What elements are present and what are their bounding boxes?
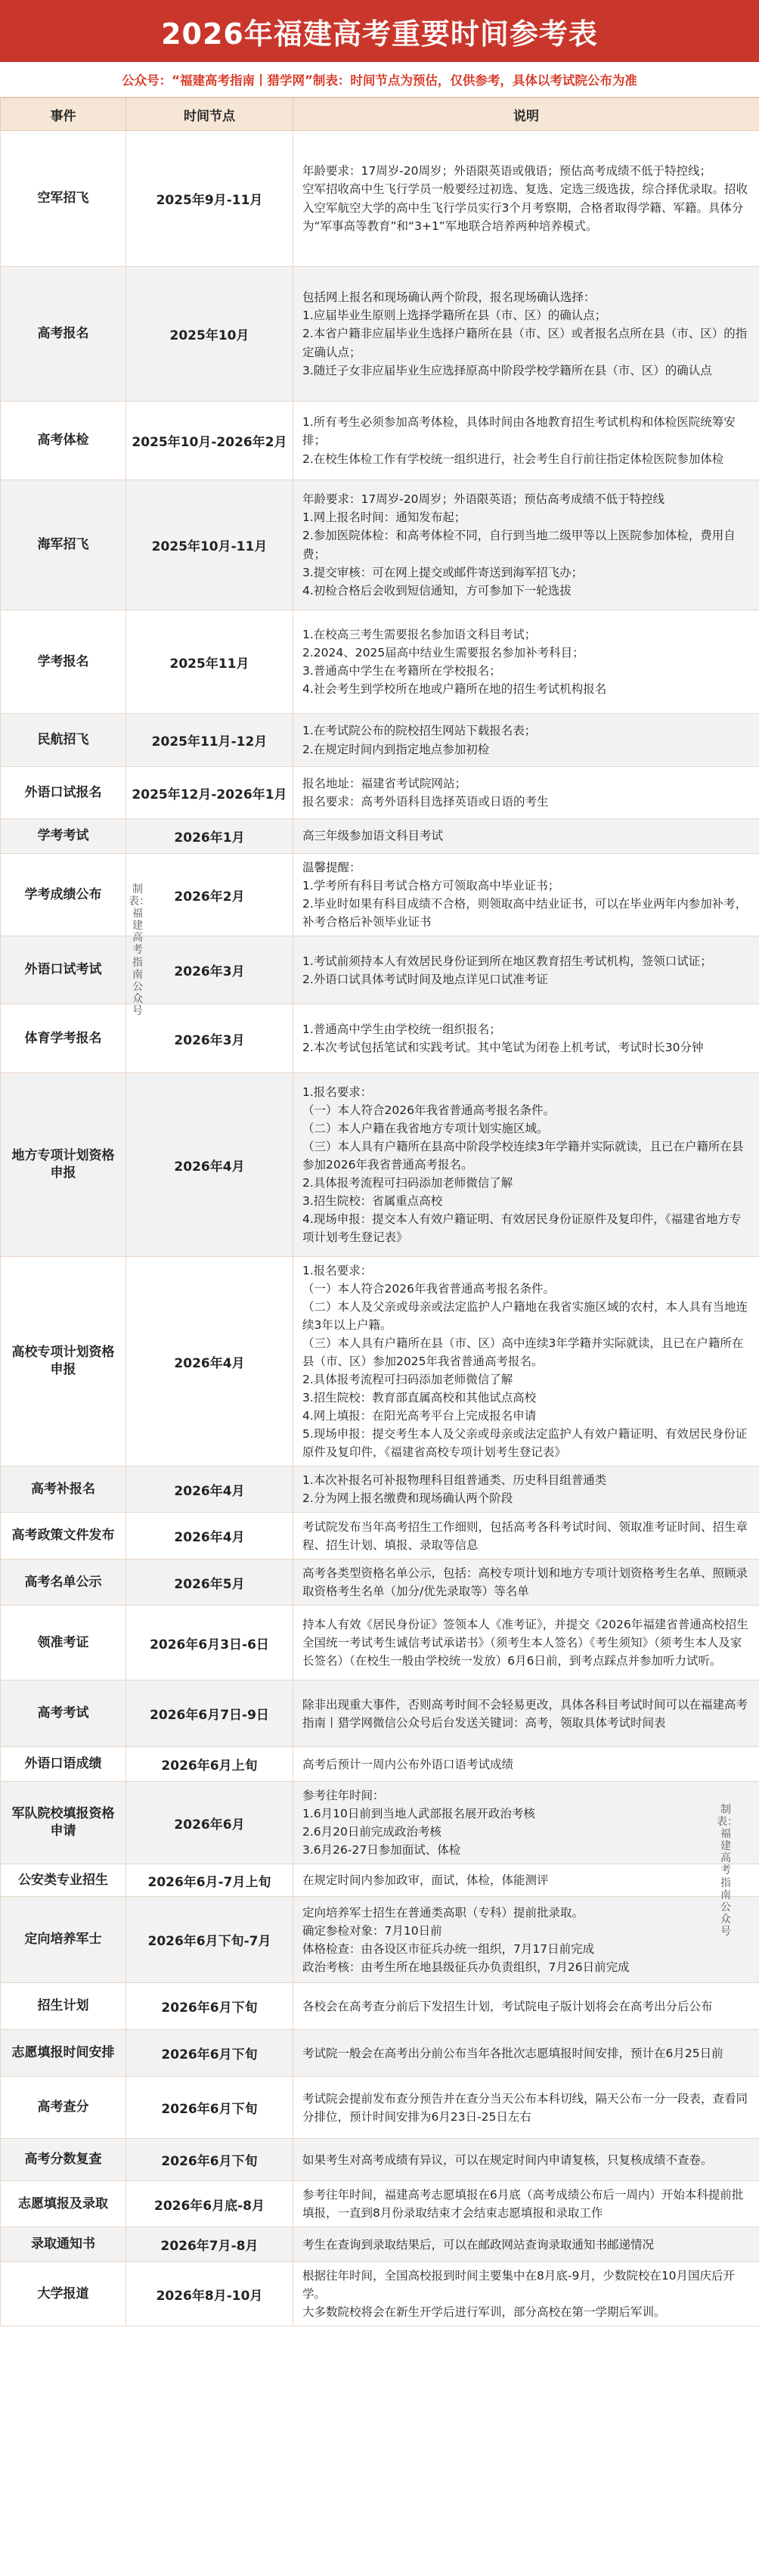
description-line: 3.6月26-27日参加面试、体检 — [302, 1843, 461, 1858]
event-cell: 定向培养军士 — [1, 1897, 126, 1983]
event-cell: 大学报道 — [1, 2262, 126, 2326]
description-cell — [293, 480, 759, 610]
description-line: 考试院发布当年高考招生工作细则，包括高考各科考试时间、领取准考证时间、招生章程、招生计划、填报、录取等信息 — [302, 1519, 748, 1552]
table-row — [1, 1983, 759, 2030]
header-time: 时间节点 — [126, 98, 293, 131]
description-line: 如果考生对高考成绩有异议，可以在规定时间内申请复核，只复核成绩不查卷。 — [302, 2152, 713, 2167]
description-line: 持本人有效《居民身份证》签领本人《准考证》，并提交《2026年福建省普通高校招生全国统一考试考生诚信考试承诺书》（须考生本人签名）《考生须知》（须考生本人及家长签名）（在校生一般由学校统一发放）6月6日前，到考点踩点并参加听力试听。 — [302, 1618, 748, 1668]
description-line: 1.所有考生必须参加高考体检，具体时间由各地教育招生考试机构和体检医院统筹安排； — [302, 415, 736, 448]
description-line: 2.6月20日前完成政治考核 — [302, 1825, 441, 1839]
description-line: （三）本人具有户籍所在县高中阶段学校连续3年学籍并实际就读，且已在户籍所在县参加2026年我省普通高考报名。 — [302, 1140, 744, 1172]
description-line: 参考往年时间，福建高考志愿填报在6月底（高考成绩公布后一周内）开始本科提前批填报，一直到8月份录取结束才会结束志愿填报和录取工作 — [302, 2188, 744, 2221]
table-row — [1, 936, 759, 1004]
table-row — [1, 2030, 759, 2077]
time-cell: 2026年6月下旬 — [126, 2077, 293, 2139]
table-row — [1, 1466, 759, 1513]
description-line: （二）本人户籍在我省地方专项计划实施区域。 — [302, 1122, 549, 1136]
event-cell: 高考体检 — [1, 402, 126, 480]
description-cell — [293, 2077, 759, 2139]
table-row — [1, 1897, 759, 1983]
description-cell — [293, 854, 759, 936]
time-cell: 2026年6月 — [126, 1782, 293, 1864]
page-title: 2026年福建高考重要时间参考表 — [0, 0, 759, 62]
description-line: 参考往年时间： — [302, 1789, 385, 1803]
description-line: 除非出现重大事件，否则高考时间不会轻易更改，具体各科目考试时间可以在福建高考指南丨猎学网微信公众号后台发送关键词：高考，领取具体考试时间表 — [302, 1697, 748, 1730]
description-line: 3.随迁子女非应届毕业生应选择原高中阶段学校学籍所在县（市、区）的确认点 — [302, 363, 712, 377]
description-line: 2.本省户籍非应届毕业生选择户籍所在县（市、区）或者报名点所在县（市、区）的指定确认点； — [302, 327, 748, 359]
description-line: 年龄要求：17周岁-20周岁；外语限英语；预估高考成绩不低于特控线 — [302, 492, 665, 507]
description-line: 2.在规定时间内到指定地点参加初检 — [302, 742, 490, 756]
table-row — [1, 267, 759, 402]
description-line: 报名要求：高考外语科目选择英语或日语的考生 — [302, 795, 549, 808]
description-line: 5.现场申报：提交考生本人及父亲或母亲或法定监护人有效户籍证明、有效居民身份证原件及复印件，《福建省高校专项计划考生登记表》 — [302, 1427, 748, 1460]
table-row — [1, 480, 759, 610]
table-row — [1, 610, 759, 714]
description-line: 2.在校生体检工作有学校统一组织进行，社会考生自行前往指定体检医院参加体检 — [302, 452, 724, 466]
event-cell: 学考考试 — [1, 819, 126, 854]
description-line: （一）本人符合2026年我省普通高考报名条件。 — [302, 1103, 555, 1117]
description-line: 1.本次补报名可补报物理科目组普通类、历史科目组普通类 — [302, 1473, 607, 1488]
event-cell: 高考政策文件发布 — [1, 1513, 126, 1560]
table-row — [1, 1782, 759, 1864]
description-line: 定向培养军士招生在普通类高职（专科）提前批录取。 — [302, 1905, 584, 1920]
description-line: 体格检查：由各设区市征兵办统一组织，7月17日前完成 — [302, 1941, 595, 1956]
time-cell: 2025年11月-12月 — [126, 714, 293, 767]
description-line: （三）本人具有户籍所在县（市、区）高中连续3年学籍并实际就读，且已在户籍所在县（市、区）参加2025年我省普通高考报名。 — [302, 1336, 744, 1369]
description-cell — [293, 1747, 759, 1782]
description-cell — [293, 1864, 759, 1897]
description-line: （一）本人符合2026年我省普通高考报名条件。 — [302, 1282, 555, 1296]
time-cell: 2026年6月底-8月 — [126, 2181, 293, 2227]
time-cell: 2026年3月 — [126, 936, 293, 1004]
description-line: 2.分为网上报名缴费和现场确认两个阶段 — [302, 1491, 513, 1506]
time-cell: 2026年6月-7月上旬 — [126, 1864, 293, 1897]
description-cell — [293, 1257, 759, 1466]
description-line: 3.普通高中学生在考籍所在学校报名； — [302, 664, 501, 678]
description-line: （二）本人及父亲或母亲或法定监护人户籍地在我省实施区域的农村，本人具有当地连续3年以上户籍。 — [302, 1300, 748, 1333]
description-cell — [293, 1513, 759, 1560]
table-row — [1, 402, 759, 480]
table-row — [1, 1864, 759, 1897]
description-cell — [293, 1073, 759, 1257]
event-cell: 高考名单公示 — [1, 1560, 126, 1606]
description-line: 1.学考所有科目考试合格方可领取高中毕业证书； — [302, 879, 560, 893]
description-cell — [293, 1983, 759, 2030]
table-row — [1, 1681, 759, 1747]
event-cell: 高考报名 — [1, 267, 126, 402]
event-cell: 公安类专业招生 — [1, 1864, 126, 1897]
event-cell: 高校专项计划资格申报 — [1, 1257, 126, 1466]
time-cell: 2025年10月-11月 — [126, 480, 293, 610]
event-cell: 外语口试报名 — [1, 767, 126, 819]
description-line: 温馨提醒： — [302, 861, 361, 874]
time-cell: 2025年10月-2026年2月 — [126, 402, 293, 480]
event-cell: 军队院校填报资格申请 — [1, 1782, 126, 1864]
description-line: 考生在查询到录取结果后，可以在邮政网站查询录取通知书邮递情况 — [302, 2237, 655, 2252]
description-line: 1.普通高中学生由学校统一组织报名； — [302, 1023, 501, 1037]
table-row — [1, 2139, 759, 2181]
description-line: 1.在校高三考生需要报名参加语文科目考试； — [302, 627, 537, 641]
time-cell: 2026年6月下旬 — [126, 1983, 293, 2030]
description-cell — [293, 1782, 759, 1864]
description-line: 大多数院校将会在新生开学后进行军训，部分高校在第一学期后军训。 — [302, 2305, 666, 2320]
time-cell: 2026年4月 — [126, 1513, 293, 1560]
description-line: 根据往年时间，全国高校报到时间主要集中在8月底-9月，少数院校在10月国庆后开学。 — [302, 2269, 736, 2301]
table-row — [1, 1606, 759, 1681]
description-line: 4.网上填报：在阳光高考平台上完成报名申请 — [302, 1409, 537, 1423]
description-line: 包括网上报名和现场确认两个阶段，报名现场确认选择： — [302, 290, 596, 305]
event-cell: 民航招飞 — [1, 714, 126, 767]
description-cell — [293, 402, 759, 480]
description-cell — [293, 2262, 759, 2326]
description-line: 高考各类型资格名单公示，包括：高校专项计划和地方专项计划资格考生名单、照顾录取资格考生名单（加分/优先录取等）等名单 — [302, 1566, 748, 1599]
table-row — [1, 2227, 759, 2262]
description-line: 报名地址：福建省考试院网站； — [302, 776, 467, 790]
event-cell: 地方专项计划资格申报 — [1, 1073, 126, 1257]
event-cell: 高考考试 — [1, 1681, 126, 1747]
description-line: 1.报名要求： — [302, 1264, 373, 1278]
description-line: 1.6月10日前到当地人武部报名展开政治考核 — [302, 1807, 535, 1821]
description-line: 4.现场申报：提交本人有效户籍证明、有效居民身份证原件及复印件，《福建省地方专项计划考生登记表》 — [302, 1212, 742, 1245]
description-line: 2.具体报考流程可扫码添加老师微信了解 — [302, 1176, 513, 1190]
description-line: 4.社会考生到学校所在地或户籍所在地的招生考试机构报名 — [302, 682, 607, 697]
time-cell: 2025年10月 — [126, 267, 293, 402]
description-line: 空军招收高中生飞行学员一般要经过初选、复选、定选三级选拔，综合择优录取。招收入空军航空大学的高中生飞行学员实行3个月考察期，合格者取得学籍、军籍。具体分为“军事高等教育”和“3+1”军地联合培养两种培养模式。 — [302, 182, 748, 233]
table-row — [1, 767, 759, 819]
table-row — [1, 1560, 759, 1606]
event-cell: 学考成绩公布 — [1, 854, 126, 936]
time-cell: 2026年2月 — [126, 854, 293, 936]
description-line: 3.提交审核：可在网上提交或邮件寄送到海军招飞办； — [302, 565, 584, 579]
table-row — [1, 1747, 759, 1782]
table-header-row — [1, 98, 759, 131]
time-cell: 2026年6月下旬 — [126, 2030, 293, 2077]
schedule-table — [0, 98, 759, 2326]
time-cell: 2026年4月 — [126, 1073, 293, 1257]
description-cell — [293, 1466, 759, 1513]
description-line: 2.毕业时如果有科目成绩不合格，则领取高中结业证书，可以在毕业两年内参加补考，补考合格后补领毕业证书 — [302, 897, 748, 930]
description-cell — [293, 1606, 759, 1681]
description-line: 1.在考试院公布的院校招生网站下载报名表； — [302, 724, 537, 738]
table-row — [1, 1004, 759, 1073]
description-cell — [293, 2030, 759, 2077]
watermark-left: 制表：福建高考指南公众号 — [129, 883, 150, 1017]
table-row — [1, 2262, 759, 2326]
table-row — [1, 1513, 759, 1560]
event-cell: 海军招飞 — [1, 480, 126, 610]
time-cell: 2025年12月-2026年1月 — [126, 767, 293, 819]
description-cell — [293, 819, 759, 854]
table-row — [1, 1073, 759, 1257]
description-cell — [293, 714, 759, 767]
description-cell — [293, 267, 759, 402]
time-cell: 2026年6月7日-9日 — [126, 1681, 293, 1747]
description-line: 2.具体报考流程可扫码添加老师微信了解 — [302, 1373, 513, 1387]
table-body — [1, 131, 759, 2326]
event-cell: 领准考证 — [1, 1606, 126, 1681]
event-cell: 体育学考报名 — [1, 1004, 126, 1073]
time-cell: 2026年8月-10月 — [126, 2262, 293, 2326]
description-line: 高三年级参加语文科目考试 — [302, 829, 444, 843]
description-line: 各校会在高考查分前后下发招生计划，考试院电子版计划将会在高考出分后公布 — [302, 1999, 713, 2013]
description-line: 2.参加医院体检：和高考体检不同，自行到当地二级甲等以上医院参加体检，费用自费； — [302, 529, 736, 561]
time-cell: 2026年7月-8月 — [126, 2227, 293, 2262]
time-cell: 2026年6月上旬 — [126, 1747, 293, 1782]
description-cell — [293, 2227, 759, 2262]
table-row — [1, 131, 759, 267]
time-cell: 2026年1月 — [126, 819, 293, 854]
description-cell — [293, 1897, 759, 1983]
description-line: 4.初检合格后会收到短信通知，方可参加下一轮选拔 — [302, 583, 572, 597]
event-cell: 外语口语成绩 — [1, 1747, 126, 1782]
table-row — [1, 854, 759, 936]
time-cell: 2026年6月下旬 — [126, 2139, 293, 2181]
event-cell: 空军招飞 — [1, 131, 126, 267]
event-cell: 外语口试考试 — [1, 936, 126, 1004]
description-line: 1.考试前须持本人有效居民身份证到所在地区教育招生考试机构，签领口试证； — [302, 954, 712, 968]
description-cell — [293, 1560, 759, 1606]
time-cell: 2026年4月 — [126, 1257, 293, 1466]
event-cell: 志愿填报及录取 — [1, 2181, 126, 2227]
description-line: 2.外语口试具体考试时间及地点详见口试准考证 — [302, 972, 548, 986]
table-row — [1, 1257, 759, 1466]
event-cell: 高考补报名 — [1, 1466, 126, 1513]
watermark-right: 制表：福建高考指南公众号 — [717, 1804, 738, 1938]
description-cell — [293, 767, 759, 819]
event-cell: 高考分数复查 — [1, 2139, 126, 2181]
description-line: 1.网上报名时间：通知发布起； — [302, 511, 466, 525]
time-cell: 2026年5月 — [126, 1560, 293, 1606]
event-cell: 志愿填报时间安排 — [1, 2030, 126, 2077]
table-row — [1, 2077, 759, 2139]
description-cell — [293, 2139, 759, 2181]
description-cell — [293, 1681, 759, 1747]
description-line: 1.报名要求： — [302, 1085, 373, 1099]
description-line: 政治考核：由考生所在地县级征兵办负责组织，7月26日前完成 — [302, 1960, 630, 1974]
description-line: 年龄要求：17周岁-20周岁；外语限英语或俄语；预估高考成绩不低于特控线； — [302, 164, 712, 178]
table-row — [1, 2181, 759, 2227]
event-cell: 高考查分 — [1, 2077, 126, 2139]
time-cell: 2025年11月 — [126, 610, 293, 714]
description-line: 1.应届毕业生原则上选择学籍所在县（市、区）的确认点； — [302, 309, 607, 323]
time-cell: 2025年9月-11月 — [126, 131, 293, 267]
event-cell: 录取通知书 — [1, 2227, 126, 2262]
description-line: 确定参检对象：7月10日前 — [302, 1923, 442, 1938]
description-line: 高考后预计一周内公布外语口语考试成绩 — [302, 1757, 514, 1771]
table-row — [1, 819, 759, 854]
page-subtitle: 公众号：“福建高考指南丨猎学网”制表：时间节点为预估，仅供参考，具体以考试院公布为准 — [0, 62, 759, 98]
description-line: 2.2024、2025届高中结业生需要报名参加补考科目； — [302, 645, 584, 660]
event-cell: 招生计划 — [1, 1983, 126, 2030]
description-line: 3.招生院校：教育部直属高校和其他试点高校 — [302, 1391, 537, 1405]
time-cell: 2026年4月 — [126, 1466, 293, 1513]
time-cell: 2026年3月 — [126, 1004, 293, 1073]
description-cell — [293, 131, 759, 267]
header-description: 说明 — [293, 98, 759, 131]
description-line: 在规定时间内参加政审，面试，体检，体能测评 — [302, 1873, 549, 1888]
description-line: 3.招生院校：省属重点高校 — [302, 1194, 443, 1209]
description-line: 考试院会提前发布查分预告并在查分当天公布本科切线，隔天公布一分一段表，查看同分排位，预计时间安排为6月23日-25日左右 — [302, 2091, 748, 2124]
description-cell — [293, 936, 759, 1004]
description-line: 2.本次考试包括笔试和实践考试。其中笔试为闭卷上机考试，考试时长30分钟 — [302, 1041, 704, 1055]
description-cell — [293, 2181, 759, 2227]
time-cell: 2026年6月下旬-7月 — [126, 1897, 293, 1983]
description-line: 考试院一般会在高考出分前公布当年各批次志愿填报时间安排，预计在6月25日前 — [302, 2046, 723, 2060]
description-cell — [293, 610, 759, 714]
event-cell: 学考报名 — [1, 610, 126, 714]
time-cell: 2026年6月3日-6日 — [126, 1606, 293, 1681]
header-event: 事件 — [1, 98, 126, 131]
description-cell — [293, 1004, 759, 1073]
table-row — [1, 714, 759, 767]
